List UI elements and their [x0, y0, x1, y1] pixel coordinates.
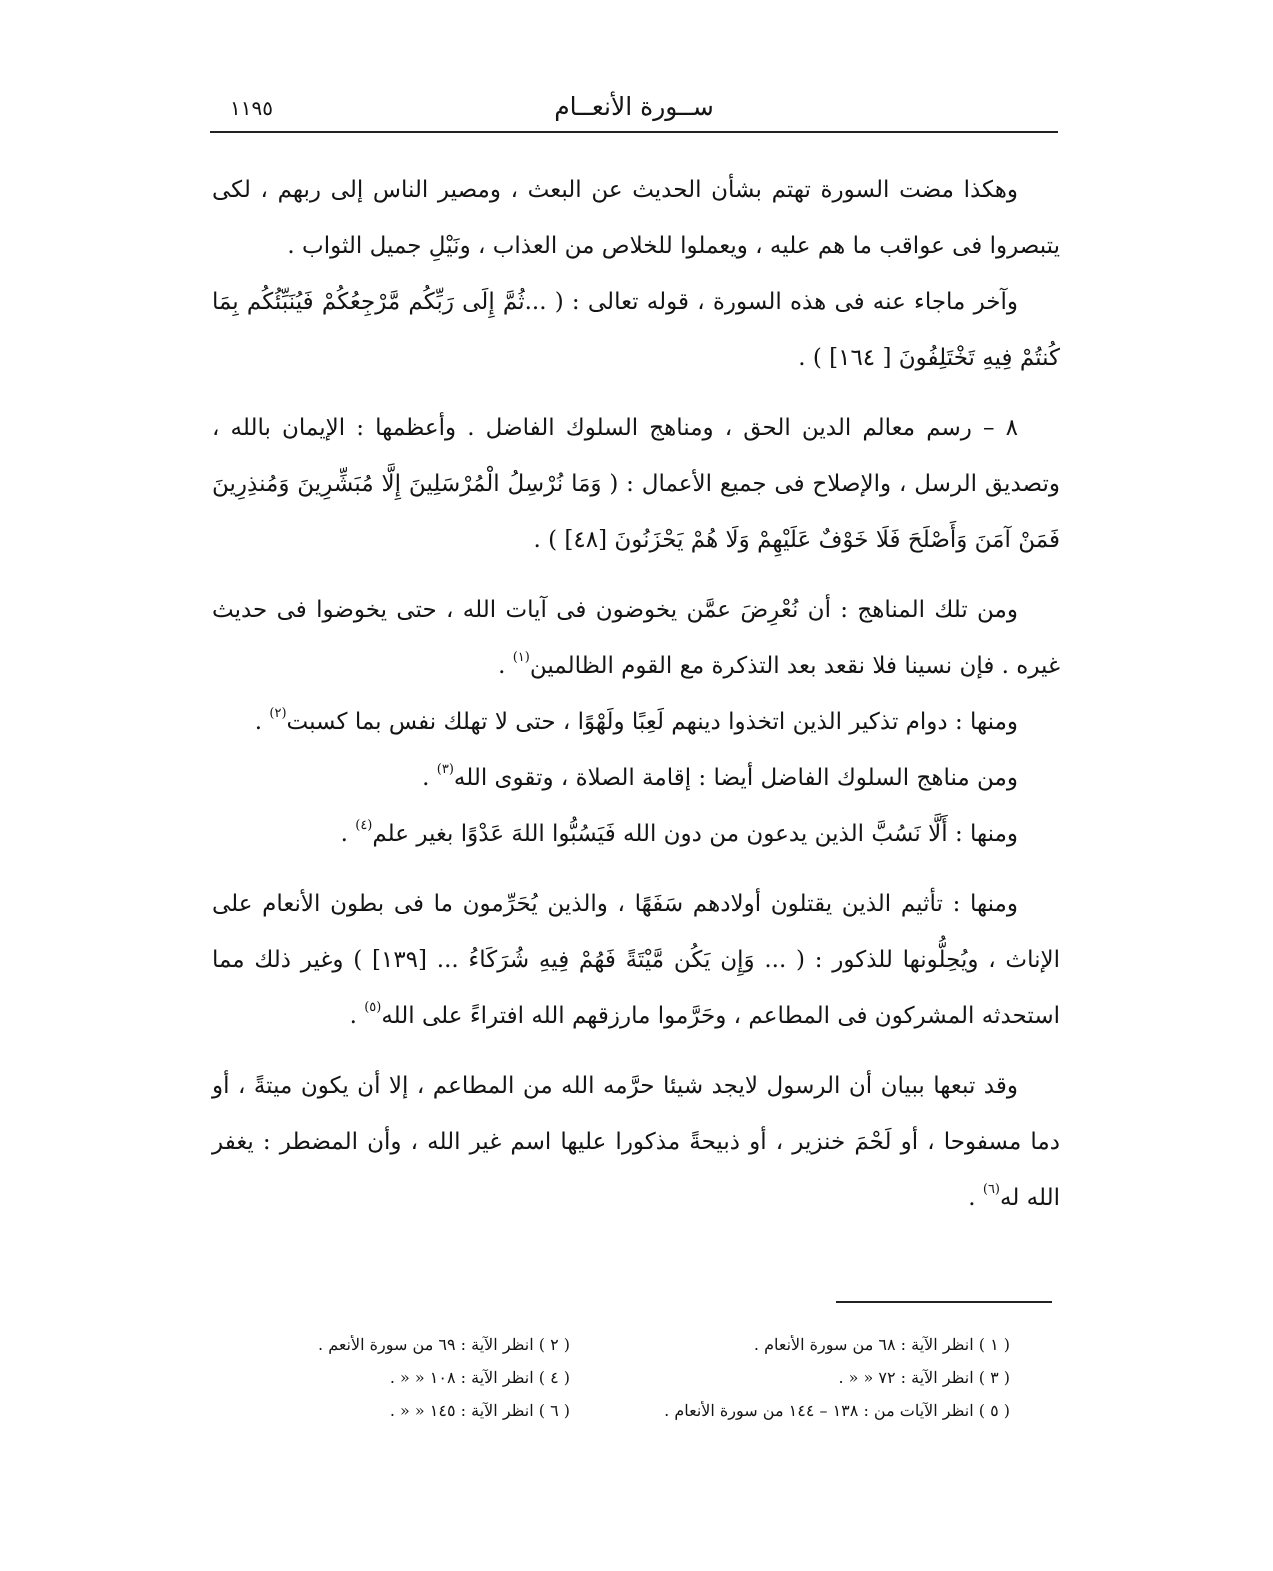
footnote-row — [210, 1328, 1010, 1361]
footnote: ( ٥ ) انظر الآيات من : ١٣٨ – ١٤٤ من سورة الأنعام . — [664, 1401, 1010, 1420]
paragraph: ٨ – رسم معالم الدين الحق ، ومناهج السلوك الفاضل . وأعظمها : الإيمان بالله ، وتصديق الرسل ، والإصلاح فى جميع الأعمال : ( وَمَا نُرْسِلُ الْمُرْسَلِينَ إِلَّا مُبَشِّرِينَ وَمُنذِرِينَ فَمَنْ آمَنَ وَأَصْلَحَ فَلَا خَوْفٌ عَلَيْهِمْ وَلَا هُمْ يَحْزَنُونَ [٤٨] ) . — [212, 415, 1060, 553]
paragraph: وآخر ماجاء عنه فى هذه السورة ، قوله تعالى : ( ...ثُمَّ إِلَى رَبِّكُم مَّرْجِعُكُمْ فَيُنَبِّئُكُم بِمَا كُنتُمْ فِيهِ تَخْتَلِفُونَ [ ١٦٤] ) . — [212, 289, 1060, 371]
footnote-marker: (٣) — [436, 762, 454, 777]
footnote: ( ٣ ) انظر الآية : ٧٢ « « . — [838, 1368, 1010, 1387]
paragraph: وهكذا مضت السورة تهتم بشأن الحديث عن البعث ، ومصير الناس إلى ربهم ، لكى يتبصروا فى عواقب ما هم عليه ، ويعملوا للخلاص من العذاب ، ونَيْلِ جميل الثواب . — [212, 177, 1060, 259]
paragraph: ومنها : أَلَّا نَسُبَّ الذين يدعون من دون الله فَيَسُبُّوا اللهَ عَدْوًا بغير علم$^{(٤)}$ . — [340, 818, 1018, 847]
footnote-marker: (٢) — [269, 706, 287, 721]
footnote-marker: (٥) — [364, 1000, 382, 1015]
footnote: ( ٤ ) انظر الآية : ١٠٨ « « . — [389, 1368, 570, 1387]
footnotes — [210, 1328, 1010, 1427]
footnote-marker: (٤) — [355, 818, 373, 833]
surah-title: ســورة الأنعــام — [554, 92, 714, 121]
footnote: ( ١ ) انظر الآية : ٦٨ من سورة الأنعام . — [753, 1335, 1010, 1354]
body-text — [212, 162, 1060, 1226]
paragraph: وقد تبعها ببيان أن الرسول لايجد شيئا حرَّمه الله من المطاعم ، إلا أن يكون ميتةً ، أو دما مسفوحا ، أو لَحْمَ خنزير ، أو ذبيحةً مذكورا عليها اسم غير الله ، وأن المضطر : يغفر الله له$^{(٦)}$ . — [212, 1073, 1060, 1211]
footnote-row — [210, 1394, 1010, 1427]
header-rule — [210, 131, 1058, 133]
page-number: ١١٩٥ — [230, 96, 273, 120]
paragraph: ومنها : دوام تذكير الذين اتخذوا دينهم لَعِبًا ولَهْوًا ، حتى لا تهلك نفس بما كسبت$^{(٢)}$ . — [254, 706, 1018, 735]
footnote: ( ٦ ) انظر الآية : ١٤٥ « « . — [389, 1401, 570, 1420]
footnote: ( ٢ ) انظر الآية : ٦٩ من سورة الأنعم . — [318, 1335, 570, 1354]
paragraph: ومن تلك المناهج : أن نُعْرِضَ عمَّن يخوضون فى آيات الله ، حتى يخوضوا فى حديث غيره . فإن نسينا فلا نقعد بعد التذكرة مع القوم الظالمين$^{(١)}$ . — [212, 597, 1060, 679]
paragraph: ومن مناهج السلوك الفاضل أيضا : إقامة الصلاة ، وتقوى الله$^{(٣)}$ . — [422, 762, 1018, 791]
page-header — [210, 88, 1058, 128]
footnote-marker: (١) — [512, 650, 530, 665]
footnote-rule — [836, 1301, 1052, 1303]
paragraph: ومنها : تأثيم الذين يقتلون أولادهم سَفَهًا ، والذين يُحَرِّمون ما فى بطون الأنعام على الإناث ، ويُحِلُّونها للذكور : ( ... وَإِن يَكُن مَّيْتَةً فَهُمْ فِيهِ شُرَكَاءُ ... [١٣٩] ) وغير ذلك مما استحدثه المشركون فى المطاعم ، وحَرَّموا مارزقهم الله افتراءً على الله$^{(٥)}$ . — [212, 891, 1060, 1029]
footnote-marker: (٦) — [982, 1182, 1000, 1197]
footnote-row — [210, 1361, 1010, 1394]
